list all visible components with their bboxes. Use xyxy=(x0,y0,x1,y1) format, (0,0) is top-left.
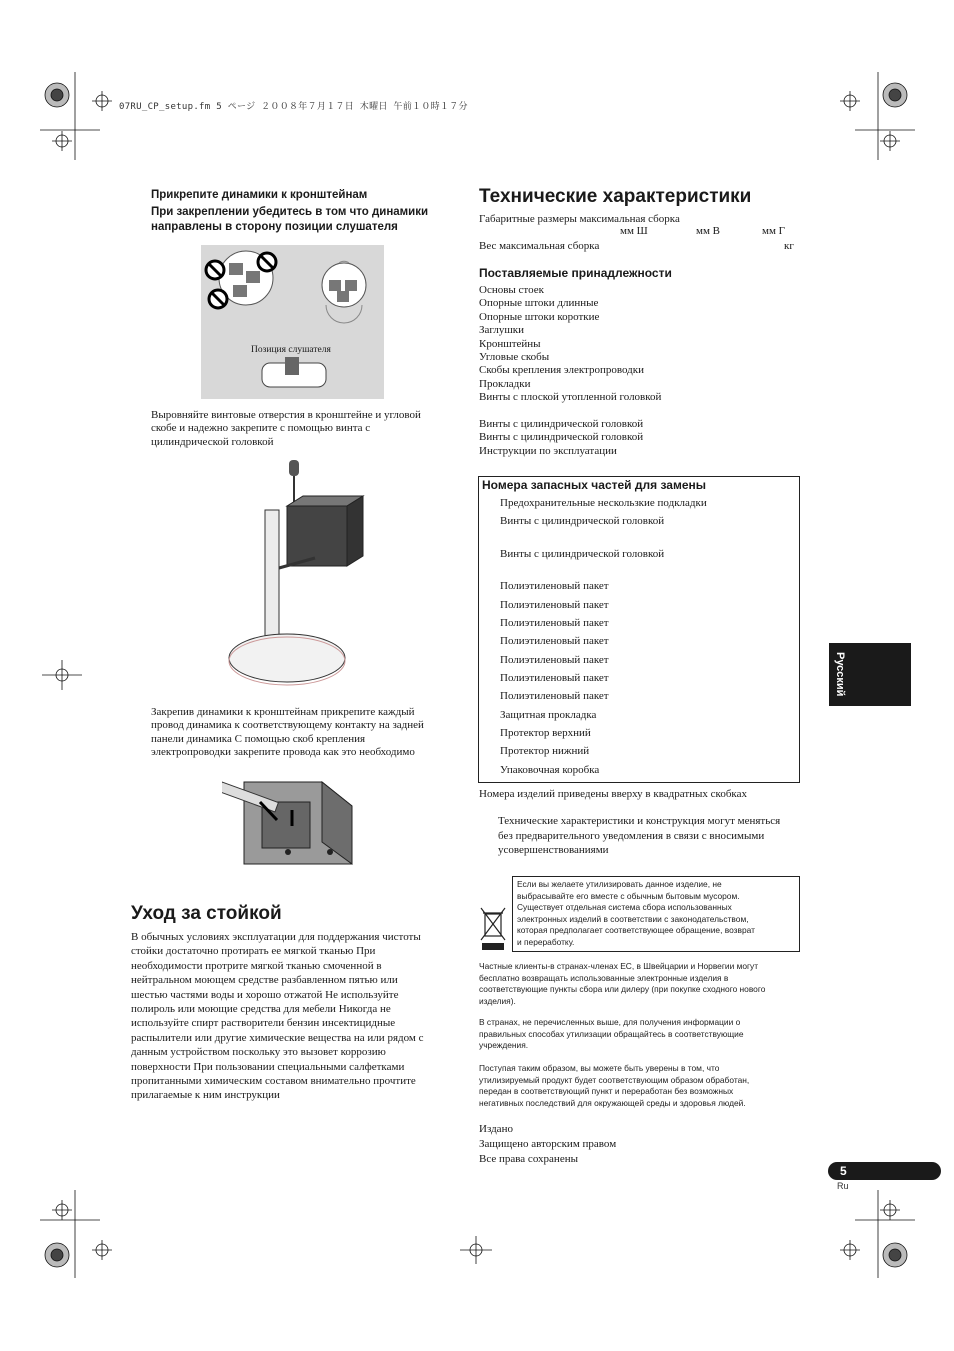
list-item: Заглушки xyxy=(479,324,525,337)
spare-part-item: Полиэтиленовый пакет xyxy=(500,654,609,666)
dims-unit-d: мм Г xyxy=(762,225,786,237)
spare-part-item: Винты с цилиндрической головкой xyxy=(500,515,665,527)
list-item: Опорные штоки короткие xyxy=(479,310,600,323)
spare-part-item: Предохранительные нескользкие подкладки xyxy=(500,497,707,509)
page-number-pill xyxy=(828,1162,941,1180)
spare-part-item: Защитная прокладка xyxy=(500,709,597,721)
list-item: Прокладки xyxy=(479,377,531,390)
spare-part-item: Протектор верхний xyxy=(500,727,591,739)
stand-assembly-illustration xyxy=(225,458,375,698)
care-text: В обычных условиях эксплуатации для поддержания чистоты стойки достаточно протирать ее мягкой тканью При необходимости протрите мягкой тканью смоченной в нейтральном моющем средстве разбавленном пятью или шестью частями воды и хорошо отжатой Не используйте полироль или моющие средства для мебели Никогда не используйте спирт растворители бензин инсектицидные распылители или другие химические вещества на или рядом с данным устройством поскольку это вызовет коррозию поверхности При пользовании специальными салфетками пропитанными химическим составом внимательно прочтите прилагаемые к ним инструкции xyxy=(131,931,424,1102)
publisher-info: Издано Защищено авторским правом Все права сохранены xyxy=(479,1123,617,1165)
list-item: Угловые скобы xyxy=(479,351,550,364)
recycling-paragraph-2: В странах, не перечисленных выше, для получения информации о правильных способах утилизации обращайтесь в соответствующие учреждения. xyxy=(479,1017,744,1050)
recycling-paragraph-3: Поступая таким образом, вы можете быть уверены в том, что утилизируемый продукт будет соответствующим образом обработан, передан в соответствующий пункт и переработан без возможных негативных последствий для окружающей среды и здоровья людей. xyxy=(479,1063,750,1108)
accessories-list xyxy=(479,284,661,458)
attach-subtitle: При закреплении убедитесь в том что динамики направлены в сторону позиции слушателя xyxy=(151,206,429,233)
list-item: Опорные штоки длинные xyxy=(479,297,599,310)
attach-title: Прикрепите динамики к кронштейнам xyxy=(151,189,368,201)
language-tab-label: Русский xyxy=(834,652,846,697)
list-item: Винты с цилиндрической головкой xyxy=(479,418,644,431)
page-lang: Ru xyxy=(837,1181,849,1191)
weight-label: Вес максимальная сборка xyxy=(479,240,600,252)
dims-unit-w: мм Ш xyxy=(620,225,648,237)
speaker-orientation-figure xyxy=(201,245,384,399)
spare-part-item: Полиэтиленовый пакет xyxy=(500,580,609,592)
spare-part-item: Упаковочная коробка xyxy=(500,764,600,776)
parts-note: Номера изделий приведены вверху в квадратных скобках xyxy=(479,788,747,800)
accessories-title: Поставляемые принадлежности xyxy=(479,266,672,280)
weight-unit: кг xyxy=(784,240,794,252)
wiring-text: Закрепив динамики к кронштейнам прикрепите каждый провод динамика к соответствующему контакту на задней панели динамика С помощью скоб крепления электропроводки закрепите провода как это необходимо xyxy=(151,706,424,759)
list-item: Винты с плоской утопленной головкой xyxy=(479,391,662,404)
align-text: Выровняйте винтовые отверстия в кронштейне и угловой скобе и надежно закрепите с помощью винта с цилиндрической головкой xyxy=(151,409,421,448)
spare-part-item: Протектор нижний xyxy=(500,745,590,757)
list-item: Инструкции по эксплуатации xyxy=(479,444,617,457)
recycling-paragraph-1: Частные клиенты-в странах-членах ЕС, в Швейцарии и Норвегии могут бесплатно возвращать использованные электронные изделия в соответствующие пункты сбора или дилеру (при покупке сходного нового изделия). xyxy=(479,961,766,1006)
care-title: Уход за стойкой xyxy=(131,903,282,924)
change-note: Технические характеристики и конструкция могут меняться без предварительного уведомления в связи с вносимыми усовершенствованиями xyxy=(498,815,781,857)
speaker-rear-illustration xyxy=(222,772,354,866)
spare-part-item: Полиэтиленовый пакет xyxy=(500,690,609,702)
spare-part-item: Полиэтиленовый пакет xyxy=(500,635,609,647)
list-item: Винты с цилиндрической головкой xyxy=(479,431,644,444)
weee-bin-icon xyxy=(479,906,507,952)
list-item: Основы стоек xyxy=(479,284,544,296)
spare-part-item: Полиэтиленовый пакет xyxy=(500,672,609,684)
speaker-orientation-illustration xyxy=(201,245,384,399)
spare-parts-title: Номера запасных частей для замены xyxy=(482,478,706,492)
page-number: 5 xyxy=(840,1164,847,1178)
spare-part-item: Винты с цилиндрической головкой xyxy=(500,548,665,560)
list-item: Скобы крепления электропроводки xyxy=(479,364,644,377)
dims-label: Габаритные размеры максимальная сборка xyxy=(479,213,680,225)
dims-unit-h: мм В xyxy=(696,225,721,237)
list-item: Кронштейны xyxy=(479,337,541,350)
specs-title: Технические характеристики xyxy=(479,186,752,207)
spare-part-item: Полиэтиленовый пакет xyxy=(500,617,609,629)
file-header: 07RU_CP_setup.fm 5 ページ ２００８年７月１７日 木曜日 午前１０時１７分 xyxy=(119,102,468,112)
spare-part-item: Полиэтиленовый пакет xyxy=(500,599,609,611)
recycling-notice-text: Если вы желаете утилизировать данное изделие, не выбрасывайте его вместе с обычным бытовым мусором. Существует отдельная система сбора использованных электронных изделий в соответствии с законодательством, которая предполагает соответствующее обращение, возврат и переработку. xyxy=(517,879,755,947)
listening-position-label: Позиция слушателя xyxy=(251,345,331,355)
list-item xyxy=(479,405,661,418)
